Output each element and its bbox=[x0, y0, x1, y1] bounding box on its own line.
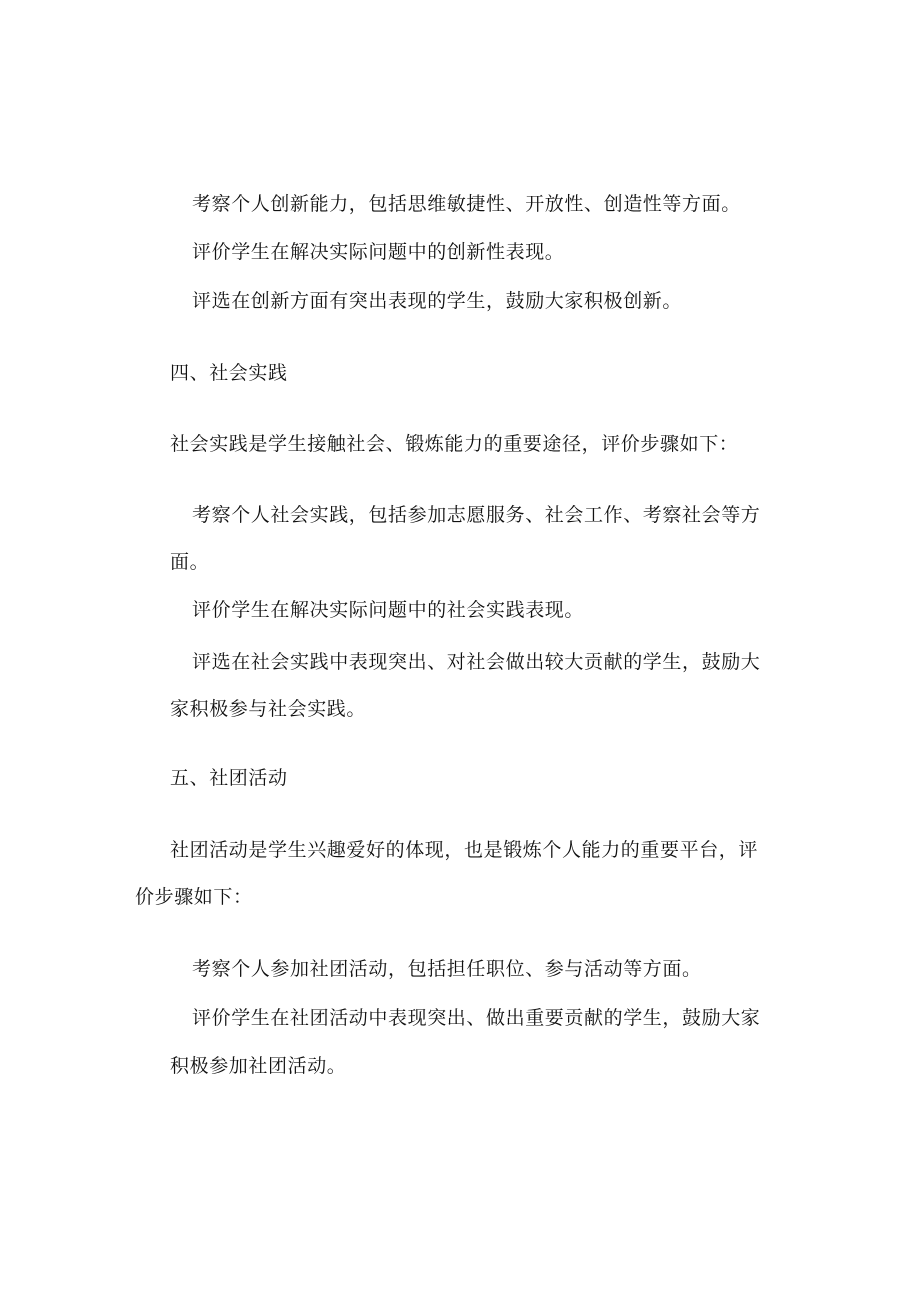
social-practice-item-3-line-1: 评选在社会实践中表现突出、对社会做出较大贡献的学生，鼓励大 bbox=[192, 651, 761, 673]
social-practice-item-1-line-1: 考察个人社会实践，包括参加志愿服务、社会工作、考察社会等方 bbox=[192, 504, 761, 526]
club-activities-item-2-line-2: 积极参加社团活动。 bbox=[170, 1055, 347, 1077]
social-practice-intro: 社会实践是学生接触社会、锻炼能力的重要途径，评价步骤如下： bbox=[170, 433, 739, 455]
innovation-item-1: 考察个人创新能力，包括思维敏捷性、开放性、创造性等方面。 bbox=[192, 193, 741, 215]
social-practice-item-3-line-2: 家积极参与社会实践。 bbox=[170, 698, 367, 720]
section-heading-club-activities: 五、社团活动 bbox=[170, 767, 288, 789]
social-practice-item-1-line-2: 面。 bbox=[170, 551, 210, 573]
club-activities-intro-line-1: 社团活动是学生兴趣爱好的体现，也是锻炼个人能力的重要平台，评 bbox=[170, 839, 759, 861]
innovation-item-2: 评价学生在解决实际问题中的创新性表现。 bbox=[192, 241, 565, 263]
innovation-item-3: 评选在创新方面有突出表现的学生，鼓励大家积极创新。 bbox=[192, 290, 683, 312]
club-activities-item-2-line-1: 评价学生在社团活动中表现突出、做出重要贡献的学生，鼓励大家 bbox=[192, 1007, 761, 1029]
section-heading-social-practice: 四、社会实践 bbox=[170, 362, 288, 384]
social-practice-item-2: 评价学生在解决实际问题中的社会实践表现。 bbox=[192, 599, 585, 621]
club-activities-item-1: 考察个人参加社团活动，包括担任职位、参与活动等方面。 bbox=[192, 958, 702, 980]
club-activities-intro-line-2: 价步骤如下： bbox=[135, 886, 253, 908]
